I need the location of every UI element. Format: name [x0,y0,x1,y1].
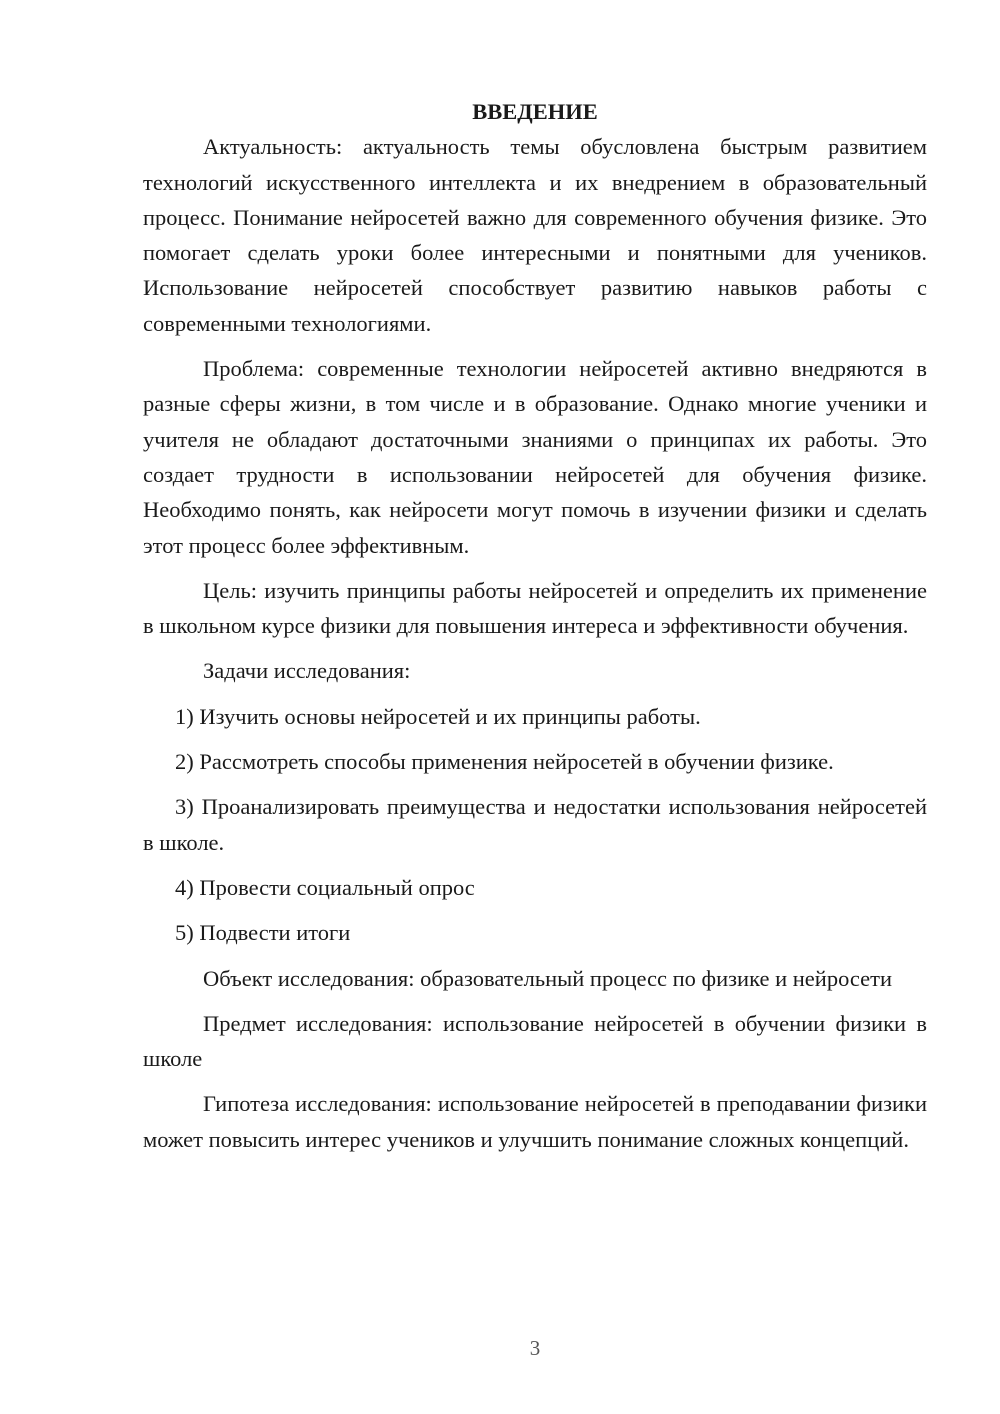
object-paragraph: Объект исследования: образовательный процесс по физике и нейросети [203,965,892,991]
document-body [143,94,927,1157]
page-title: ВВЕДЕНИЕ [472,99,598,124]
page-number: 3 [529,1336,541,1360]
problem-paragraph: Проблема: современные технологии нейросетей активно внедряются в разные сферы жизни, в том числе и в образование. Однако многие ученики и учителя не обладают достаточными знаниями о принципах их работы. Это создает трудности в использовании нейросетей для обучения физике. Необходимо понять, как нейросети могут помочь в изучении физики и сделать этот процесс более эффективным. [143,356,927,558]
task-item-4: 4) Провести социальный опрос [175,874,475,900]
relevance-paragraph: Актуальность: актуальность темы обусловлена быстрым развитием технологий искусственного интеллекта и их внедрением в образовательный процесс. Понимание нейросетей важно для современного обучения физике. Это помогает сделать уроки более интересными и понятными для учеников. Использование нейросетей способствует развитию навыков работы с современными технологиями. [143,134,927,336]
tasks-title: Задачи исследования: [203,658,411,684]
task-item-1: 1) Изучить основы нейросетей и их принципы работы. [175,703,701,729]
task-item-3: 3) Проанализировать преимущества и недостатки использования нейросетей в школе. [143,794,927,855]
subject-paragraph: Предмет исследования: использование нейросетей в обучении физики в школе [143,1010,927,1072]
task-item-2: 2) Рассмотреть способы применения нейросетей в обучении физике. [175,749,834,775]
task-item-5: 5) Подвести итоги [175,920,351,946]
goal-paragraph: Цель: изучить принципы работы нейросетей и определить их применение в школьном курсе физики для повышения интереса и эффективности обучения. [143,577,927,639]
hypothesis-paragraph: Гипотеза исследования: использование нейросетей в преподавании физики может повысить интерес учеников и улучшить понимание сложных концепций. [143,1091,927,1152]
